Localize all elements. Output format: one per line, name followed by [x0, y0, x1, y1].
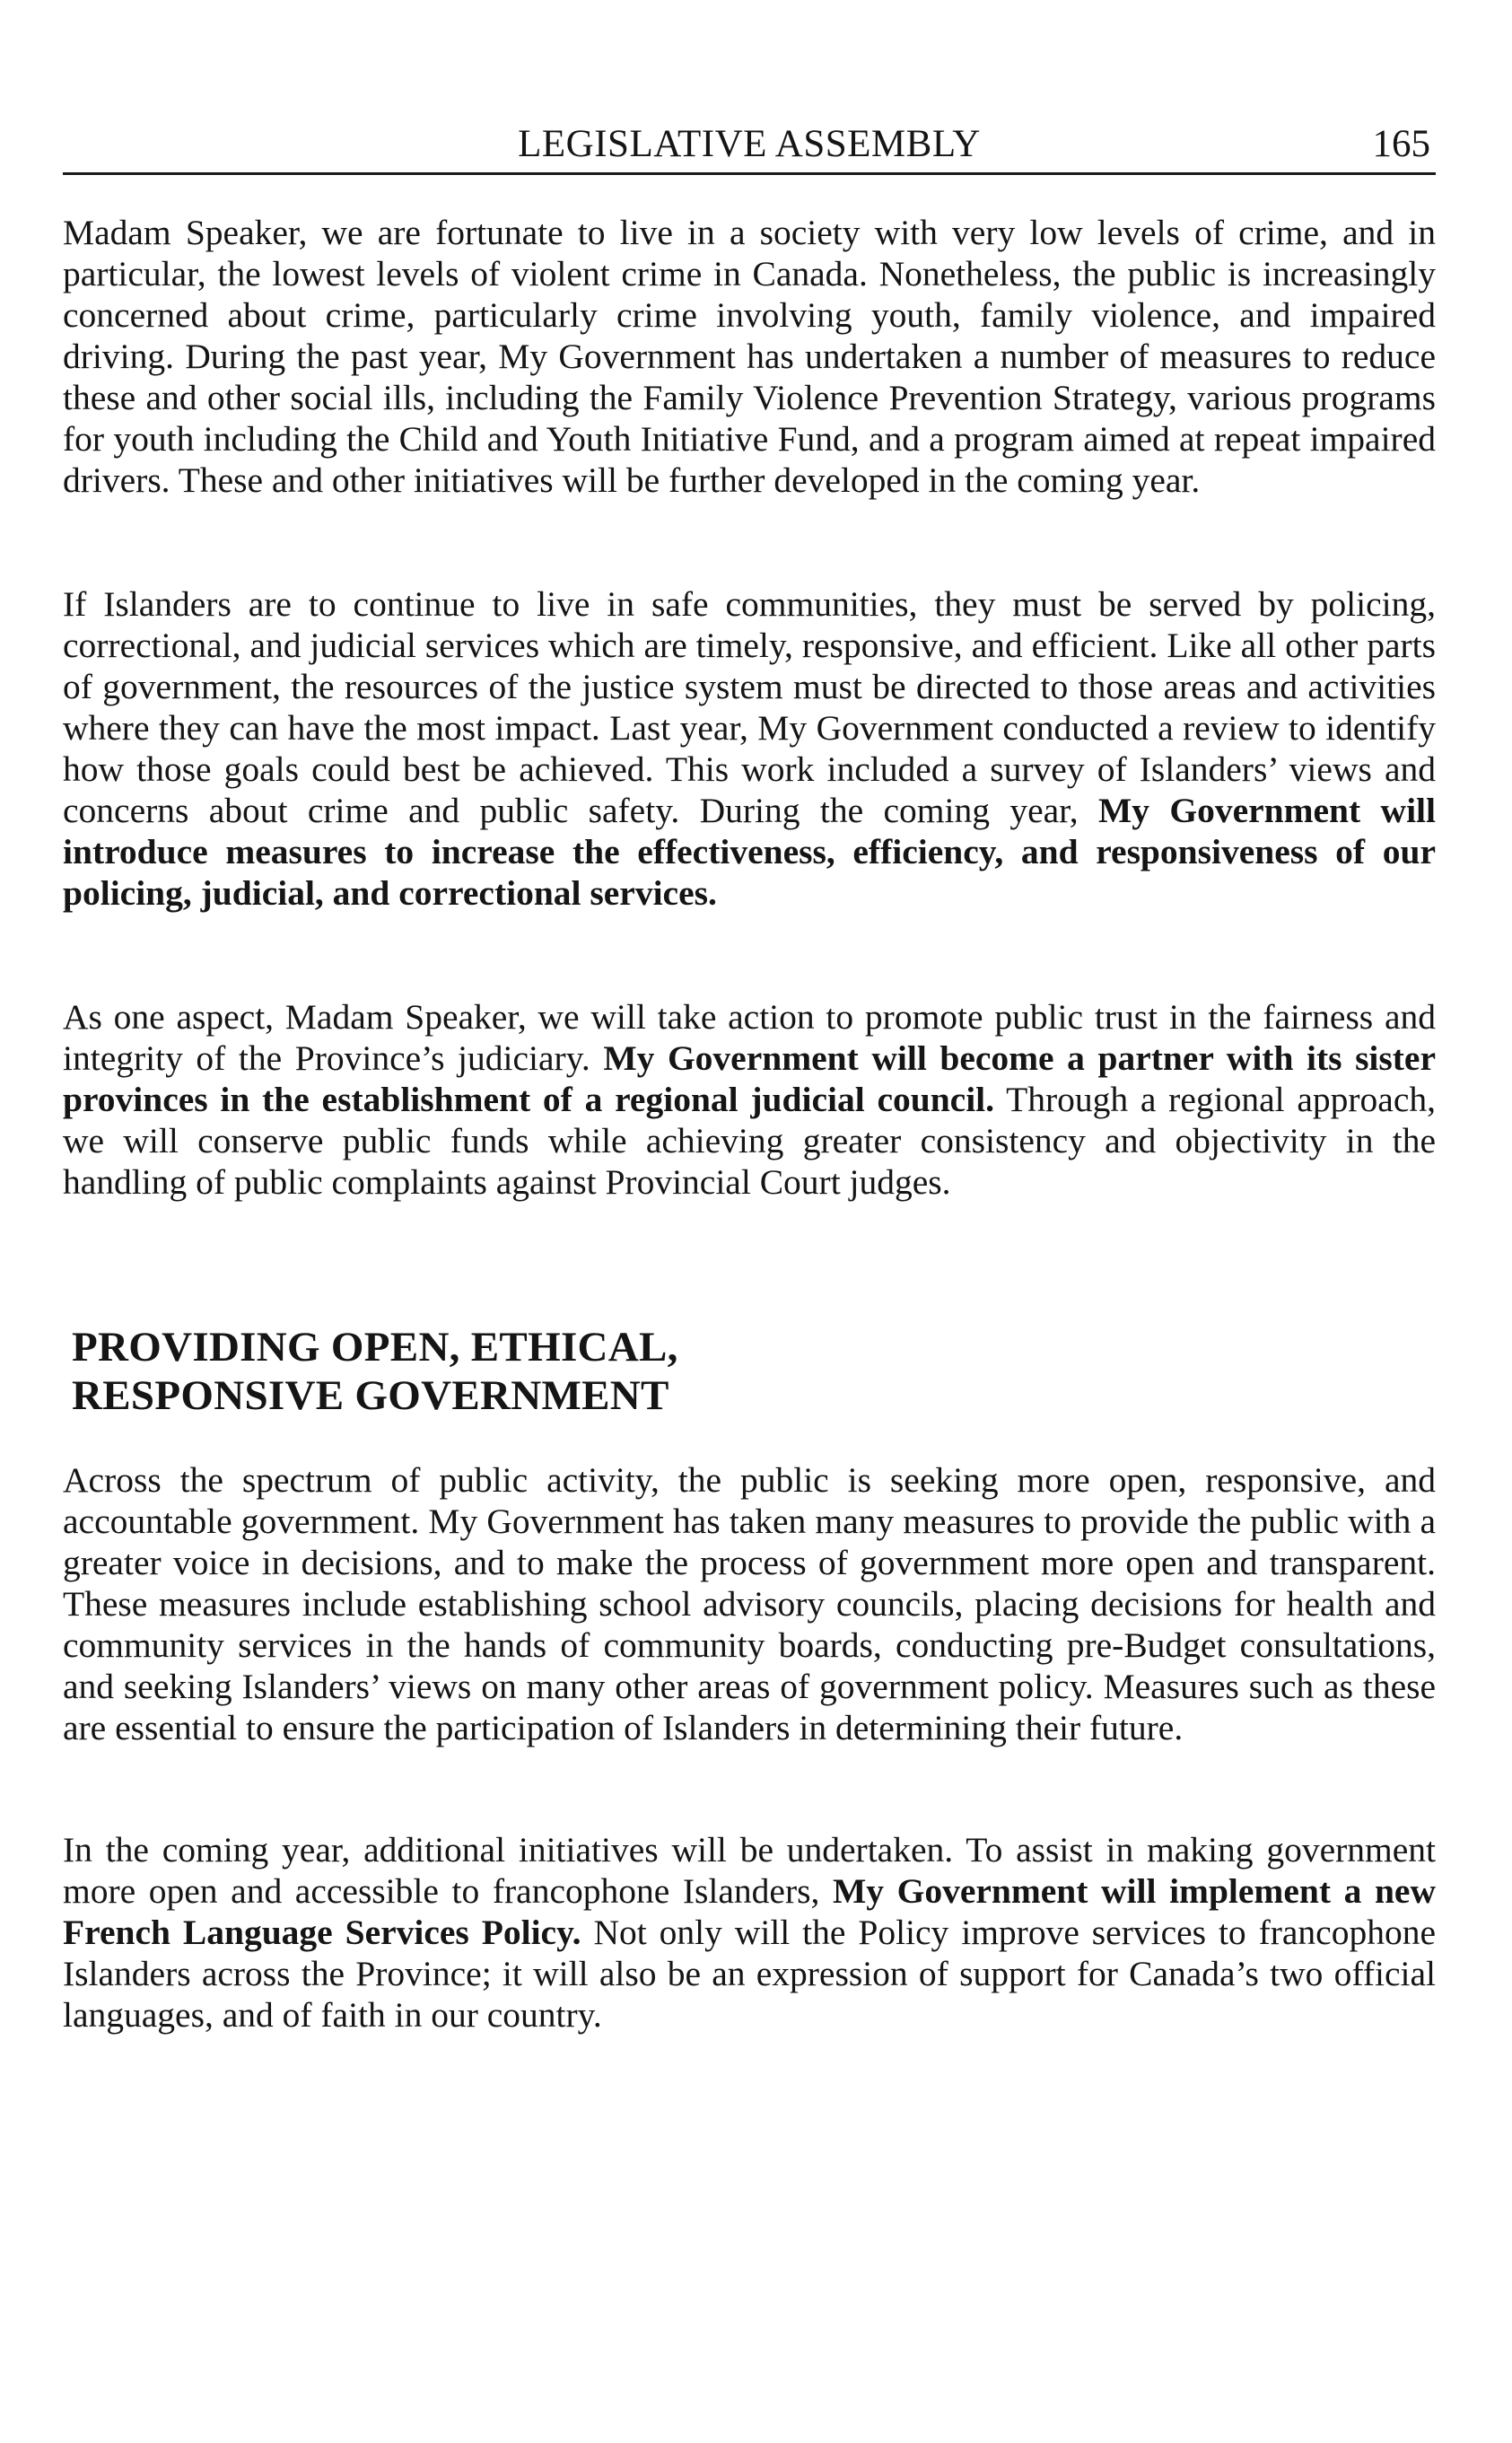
running-title: LEGISLATIVE ASSEMBLY	[518, 123, 981, 165]
page-number: 165	[1372, 123, 1430, 165]
paragraph-text: Madam Speaker, we are fortunate to live in a society with very low levels of crime, and in particular, the lowest levels of violent crime in Canada. Nonetheless, the public is increasingly concerned about crime, particularly crime involving youth, family violence, and impaired driving. During the past year, My Government has undertaken a number of measures to reduce these and other social ills, including the Family Violence Prevention Strategy, various programs for youth including the Child and Youth Initiative Fund, and a program aimed at repeat impaired drivers. These and other initiatives will be further developed in the coming year.	[63, 213, 1436, 500]
paragraph-emphasis: My Government will implement a new French Language Services Policy.	[63, 1871, 1436, 1952]
section-heading	[72, 1323, 1418, 1420]
paragraph-text: Not only will the Policy improve services to francophone Islanders across the Province; it will also be an expression of support for Canada’s two official languages, and of faith in our country.	[63, 1913, 1436, 2035]
paragraph-judicial-council	[63, 996, 1436, 1203]
paragraph-text: Through a regional approach, we will conserve public funds while achieving greater consistency and objectivity in the handling of public complaints against Provincial Court judges.	[63, 1080, 1436, 1202]
paragraph-crime-levels	[63, 212, 1436, 501]
paragraph-french-language	[63, 1829, 1436, 2036]
paragraph-text: If Islanders are to continue to live in safe communities, they must be served by policing, correctional, and judicial services which are timely, responsive, and efficient. Like all other parts of government, the resources of the justice system must be directed to those areas and activities where they can have the most impact. Last year, My Government conducted a review to identify how those goals could best be achieved. This work included a survey of Islanders’ views and concerns about crime and public safety. During the coming year,	[63, 584, 1436, 830]
paragraph-emphasis: My Government will become a partner with its sister provinces in the establishment of a regional judicial council.	[63, 1038, 1437, 1119]
paragraph-emphasis: My Government will introduce measures to increase the effectiveness, efficiency, and responsiveness of our policing, judicial, and correctional services.	[63, 791, 1436, 913]
paragraph-text: Across the spectrum of public activity, the public is seeking more open, responsive, and accountable government. My Government has taken many measures to provide the public with a greater voice in decisions, and to make the process of government more open and transparent. These measures include establishing school advisory councils, placing decisions for health and community services in the hands of community boards, conducting pre-Budget consultations, and seeking Islanders’ views on many other areas of government policy. Measures such as these are essential to ensure the participation of Islanders in determining their future.	[63, 1460, 1436, 1747]
paragraph-safe-communities	[63, 583, 1436, 914]
paragraph-text: As one aspect, Madam Speaker, we will take action to promote public trust in the fairness and integrity of the Province’s judiciary.	[63, 997, 1436, 1078]
paragraph-open-government	[63, 1459, 1436, 1748]
running-header	[63, 122, 1436, 175]
section-heading-line: PROVIDING OPEN, ETHICAL,	[72, 1324, 678, 1370]
paragraph-text: In the coming year, additional initiatives will be undertaken. To assist in making government more open and accessible to francophone Islanders,	[63, 1830, 1436, 1911]
section-heading-line: RESPONSIVE GOVERNMENT	[72, 1372, 669, 1419]
